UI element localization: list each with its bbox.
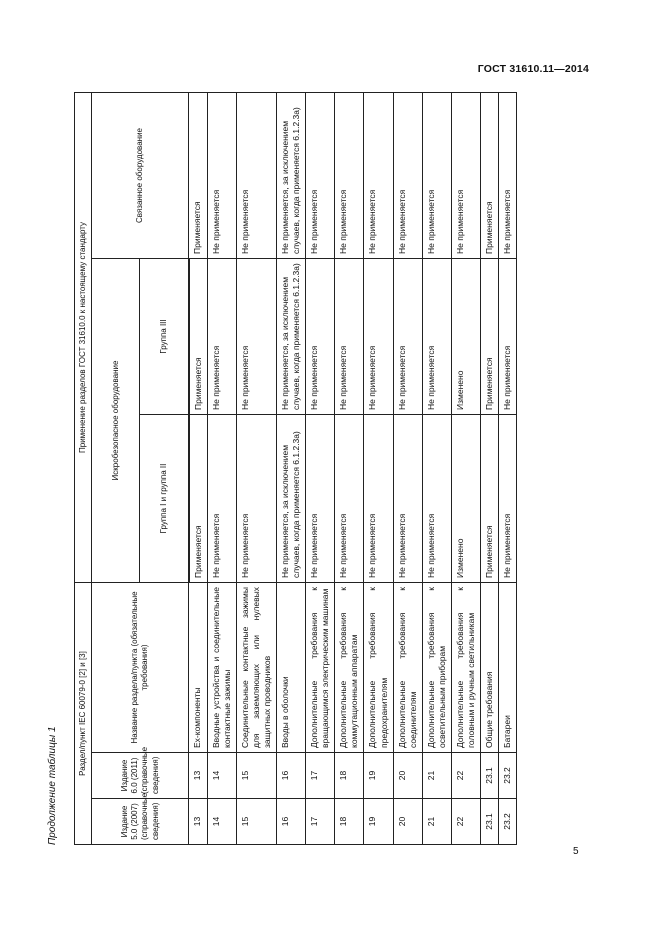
cell-edition-5: 18 [335,799,364,845]
cell-section-name: Дополнительные требования к коммутационным аппаратам [335,583,364,753]
header-application: Применение разделов ГОСТ 31610.0 к настоящему стандарту [75,92,92,582]
cell-edition-5: 13 [189,799,208,845]
header-group-1-2: Группа I и группа II [140,415,189,583]
cell-related: Не применяется, за исключением случаев, когда применяется 6.1.2.3а) [277,92,306,258]
cell-section-name: Дополнительные требования к головным и ручным светильникам [451,583,480,753]
cell-edition-6: 22 [451,753,480,799]
header-edition-5: Издание 5.0 (2007) (справочные сведения) [92,799,189,845]
cell-group-3: Не применяется [422,259,451,415]
cell-related: Не применяется [393,92,422,258]
table-row [393,92,422,844]
cell-edition-5: 19 [364,799,393,845]
cell-section-name: Дополнительные требования к вращающимся электрическим машинам [306,583,335,753]
cell-group-1-2: Не применяется [422,415,451,583]
table-row [498,92,516,844]
cell-edition-6: 18 [335,753,364,799]
cell-section-name: Вводные устройства и соединительные контактные зажимы [207,583,236,753]
cell-related: Применяется [189,92,208,258]
header-section-name: Название раздела/пункта (обязательные требования) [92,583,189,753]
cell-section-name: Батареи [498,583,516,753]
cell-group-3: Не применяется [306,259,335,415]
table-row [207,92,236,844]
cell-section-name: Дополнительные требования к соединителям [393,583,422,753]
cell-edition-6: 23.2 [498,753,516,799]
cell-group-3: Не применяется [207,259,236,415]
cell-group-3: Не применяется [498,259,516,415]
table-row [480,92,498,844]
cell-group-1-2: Не применяется [498,415,516,583]
cell-edition-5: 22 [451,799,480,845]
cell-related: Не применяется [451,92,480,258]
table-caption: Продолжение таблицы 1 [47,726,58,845]
table-row [451,92,480,844]
cell-related: Не применяется [422,92,451,258]
cell-related: Не применяется [364,92,393,258]
table-row [237,92,277,844]
table-row [364,92,393,844]
cell-edition-6: 23.1 [480,753,498,799]
cell-edition-5: 20 [393,799,422,845]
cell-related: Не применяется [306,92,335,258]
cell-edition-6: 16 [277,753,306,799]
cell-edition-6: 15 [237,753,277,799]
cell-group-3: Не применяется [364,259,393,415]
cell-edition-6: 19 [364,753,393,799]
cell-group-3: Не применяется, за исключением случаев, когда применяется 6.1.2.3а) [277,259,306,415]
cell-group-1-2: Не применяется [207,415,236,583]
table-row [306,92,335,844]
document-code: ГОСТ 31610.11—2014 [477,63,589,75]
cell-related: Не применяется [237,92,277,258]
cell-related: Не применяется [335,92,364,258]
cell-section-name: Вводы в оболочки [277,583,306,753]
cell-group-1-2: Не применяется [335,415,364,583]
cell-group-1-2: Не применяется, за исключением случаев, когда применяется 6.1.2.3а) [277,415,306,583]
table-row [189,92,208,844]
cell-edition-6: 21 [422,753,451,799]
rotated-table-block [46,93,586,845]
cell-edition-6: 13 [189,753,208,799]
cell-edition-5: 21 [422,799,451,845]
cell-edition-5: 23.1 [480,799,498,845]
header-explosion-proof: Искробезопасное оборудование [92,259,140,583]
header-related: Связанное оборудование [92,92,189,258]
table-row [277,92,306,844]
header-group-3: Группа III [140,259,189,415]
cell-section-name: Дополнительные требования к предохранителям [364,583,393,753]
cell-edition-6: 14 [207,753,236,799]
table-row [335,92,364,844]
header-edition-6: Издание 6.0 (2011) (справочные сведения) [92,753,189,799]
cell-group-3: Не применяется [335,259,364,415]
cell-group-1-2: Не применяется [393,415,422,583]
cell-edition-5: 17 [306,799,335,845]
cell-section-name: Дополнительные требования к осветительным приборам [422,583,451,753]
cell-section-name: Соединительные контактные зажимы для заземляющих или нулевых защитных проводников [237,583,277,753]
cell-group-1-2: Изменено [451,415,480,583]
cell-edition-5: 23.2 [498,799,516,845]
cell-related: Применяется [480,92,498,258]
cell-group-3: Применяется [189,259,208,415]
cell-edition-5: 15 [237,799,277,845]
cell-group-1-2: Не применяется [237,415,277,583]
cell-group-1-2: Не применяется [306,415,335,583]
cell-related: Не применяется [207,92,236,258]
cell-group-3: Не применяется [237,259,277,415]
cell-group-1-2: Не применяется [364,415,393,583]
cell-edition-5: 16 [277,799,306,845]
cell-group-1-2: Применяется [480,415,498,583]
table-row [422,92,451,844]
cell-group-3: Применяется [480,259,498,415]
cell-edition-6: 17 [306,753,335,799]
requirements-table [74,92,517,845]
page-number: 5 [573,846,579,857]
cell-group-1-2: Применяется [189,415,208,583]
header-section-group: Раздел/пункт IEC 60079-0 [2] и [3] [75,583,92,845]
cell-section-name: Ex-компоненты [189,583,208,753]
cell-related: Не применяется [498,92,516,258]
cell-group-3: Не применяется [393,259,422,415]
cell-section-name: Общие требования [480,583,498,753]
cell-group-3: Изменено [451,259,480,415]
cell-edition-5: 14 [207,799,236,845]
cell-edition-6: 20 [393,753,422,799]
